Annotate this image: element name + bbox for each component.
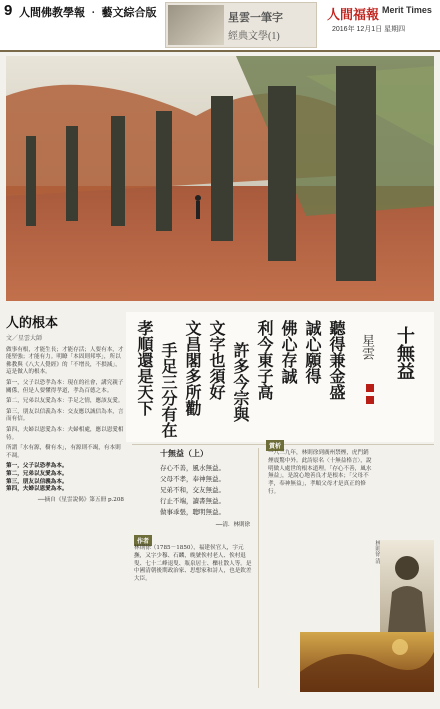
autumn-landscape-image [300,632,434,692]
calligraphy-column: 手足三分有在 [159,342,178,438]
red-seal-icon [366,396,374,404]
summary-line: 第四，夫婦以恩愛為本。 [6,486,68,493]
article-paragraph: 做事有根，才能生長；才能存活；人要有本，才能堅強；才能有力。明瞭「本固則邦寧」，所以佛教與《八大人覺經》的「不增長，不損減」，這是做人的根本。 [6,346,124,376]
portrait-figure-icon [380,540,434,632]
poem-block [160,448,250,528]
calligraphy-column: 文字也須好 [207,320,226,400]
column-title: 星雲一筆字 [228,12,283,24]
calligraphy-panel [126,312,434,442]
autumn-tree-photo [6,56,434,301]
page-number: 9 [4,2,13,19]
summary-line: 第二，兄弟以友愛為本。 [6,470,68,477]
poem-line: 兄弟不和，交友無益。 [160,486,225,494]
article-source: ──摘自《星雲說偈》第五冊 p.208 [37,496,124,503]
article-paragraph: 第四，夫婦以恩愛為本：夫婦相處，應以恩愛相待。 [6,426,124,441]
article-paragraph: 第一，父子以恐孝為本：現在的社會，講究親子關係，但是人要懂得孝道，孝為百德之本。 [6,379,124,394]
calligraphy-column: 許多今宗與 [231,342,250,422]
calligraphy-column: 利今東子高 [255,320,274,400]
tree-lined-path-image [6,56,434,301]
article-paragraph: 所謂「水有源，樹有本」，有源則不竭，有本則不凋。 [6,445,121,459]
poem-line: 父母不孝，奉神無益。 [160,475,225,483]
column-portrait-image [168,5,224,45]
poem-title: 十無益（上） [160,449,208,458]
calligraphy-signature: 星雲 [359,334,374,360]
poem-credit: ──清．林則徐 [215,522,250,528]
poem-line: 做事乖張，聰明無益。 [160,508,225,516]
appreciation-label: 賞析 [266,440,284,451]
appreciation-block [268,450,372,497]
column-subtitle: 經典文學(1) [228,31,280,42]
calligraphy-column: 誠心願得 [303,320,322,384]
article-title: 人的根本 [6,315,59,330]
red-seal-icon [366,384,374,392]
poem-line: 行止不端，讀書無益。 [160,497,225,505]
article-author: 文／星雲大師 [6,335,43,342]
appreciation-text: 一八三九年，林則徐到廣州禁煙，虎門銷煙震驚中外。此詩原名〈十無益格言〉，說明做人處世的根本道理。「存心不善，風水無益」，是說心地善良才是根本；「父母不孝，奉神無益」，孝順父母才是真正的修行。 [268,450,372,495]
summary-line: 第三，朋友以信義為本。 [6,478,68,485]
poem-line: 存心不善，風水無益。 [160,464,225,472]
article-paragraph: 第二，兄弟以友愛為本：手足之情，應該友愛。 [6,398,124,405]
column-banner [165,2,317,48]
calligraphy-column: 佛心存誠 [279,320,298,384]
author-intro-text: 林則徐（1785－1850），福建侯官人，字元撫，又字少穆、石麟，晚號俟村老人、俟村退叟、七十二峰退叟、瓶泉居士、櫟社散人等。是中國清朝後期政治家、思想家和詩人，也是欽差大臣。 [134,545,252,583]
lin-zexu-portrait-image [380,540,434,632]
summary-line: 第一，父子以恐孝為本。 [6,463,68,470]
portrait-caption: 林則徐 清 [374,540,380,564]
calligraphy-title: 十無益 [394,326,415,380]
issue-date: 2016年 12月1日 星期四 [332,26,406,33]
calligraphy-column: 孝順還是天下 [135,320,154,416]
author-intro [134,545,252,584]
article-column [6,312,124,504]
calligraphy-column: 文昌閣多所勸 [183,320,202,416]
masthead-english: Merit Times [382,5,432,15]
section-title: 人間佛教學報 ‧ 藝文綜合版 [19,7,157,19]
author-label: 作者 [134,535,152,546]
landscape-figure-icon [300,632,434,692]
article-paragraph: 第三，朋友以信義為本：交友應以誠信為本，言而有信。 [6,408,124,423]
calligraphy-column: 聽得兼金盛 [327,320,346,400]
divider [258,448,259,688]
masthead-logo: 人間福報 [327,7,380,22]
page-header [0,0,440,52]
